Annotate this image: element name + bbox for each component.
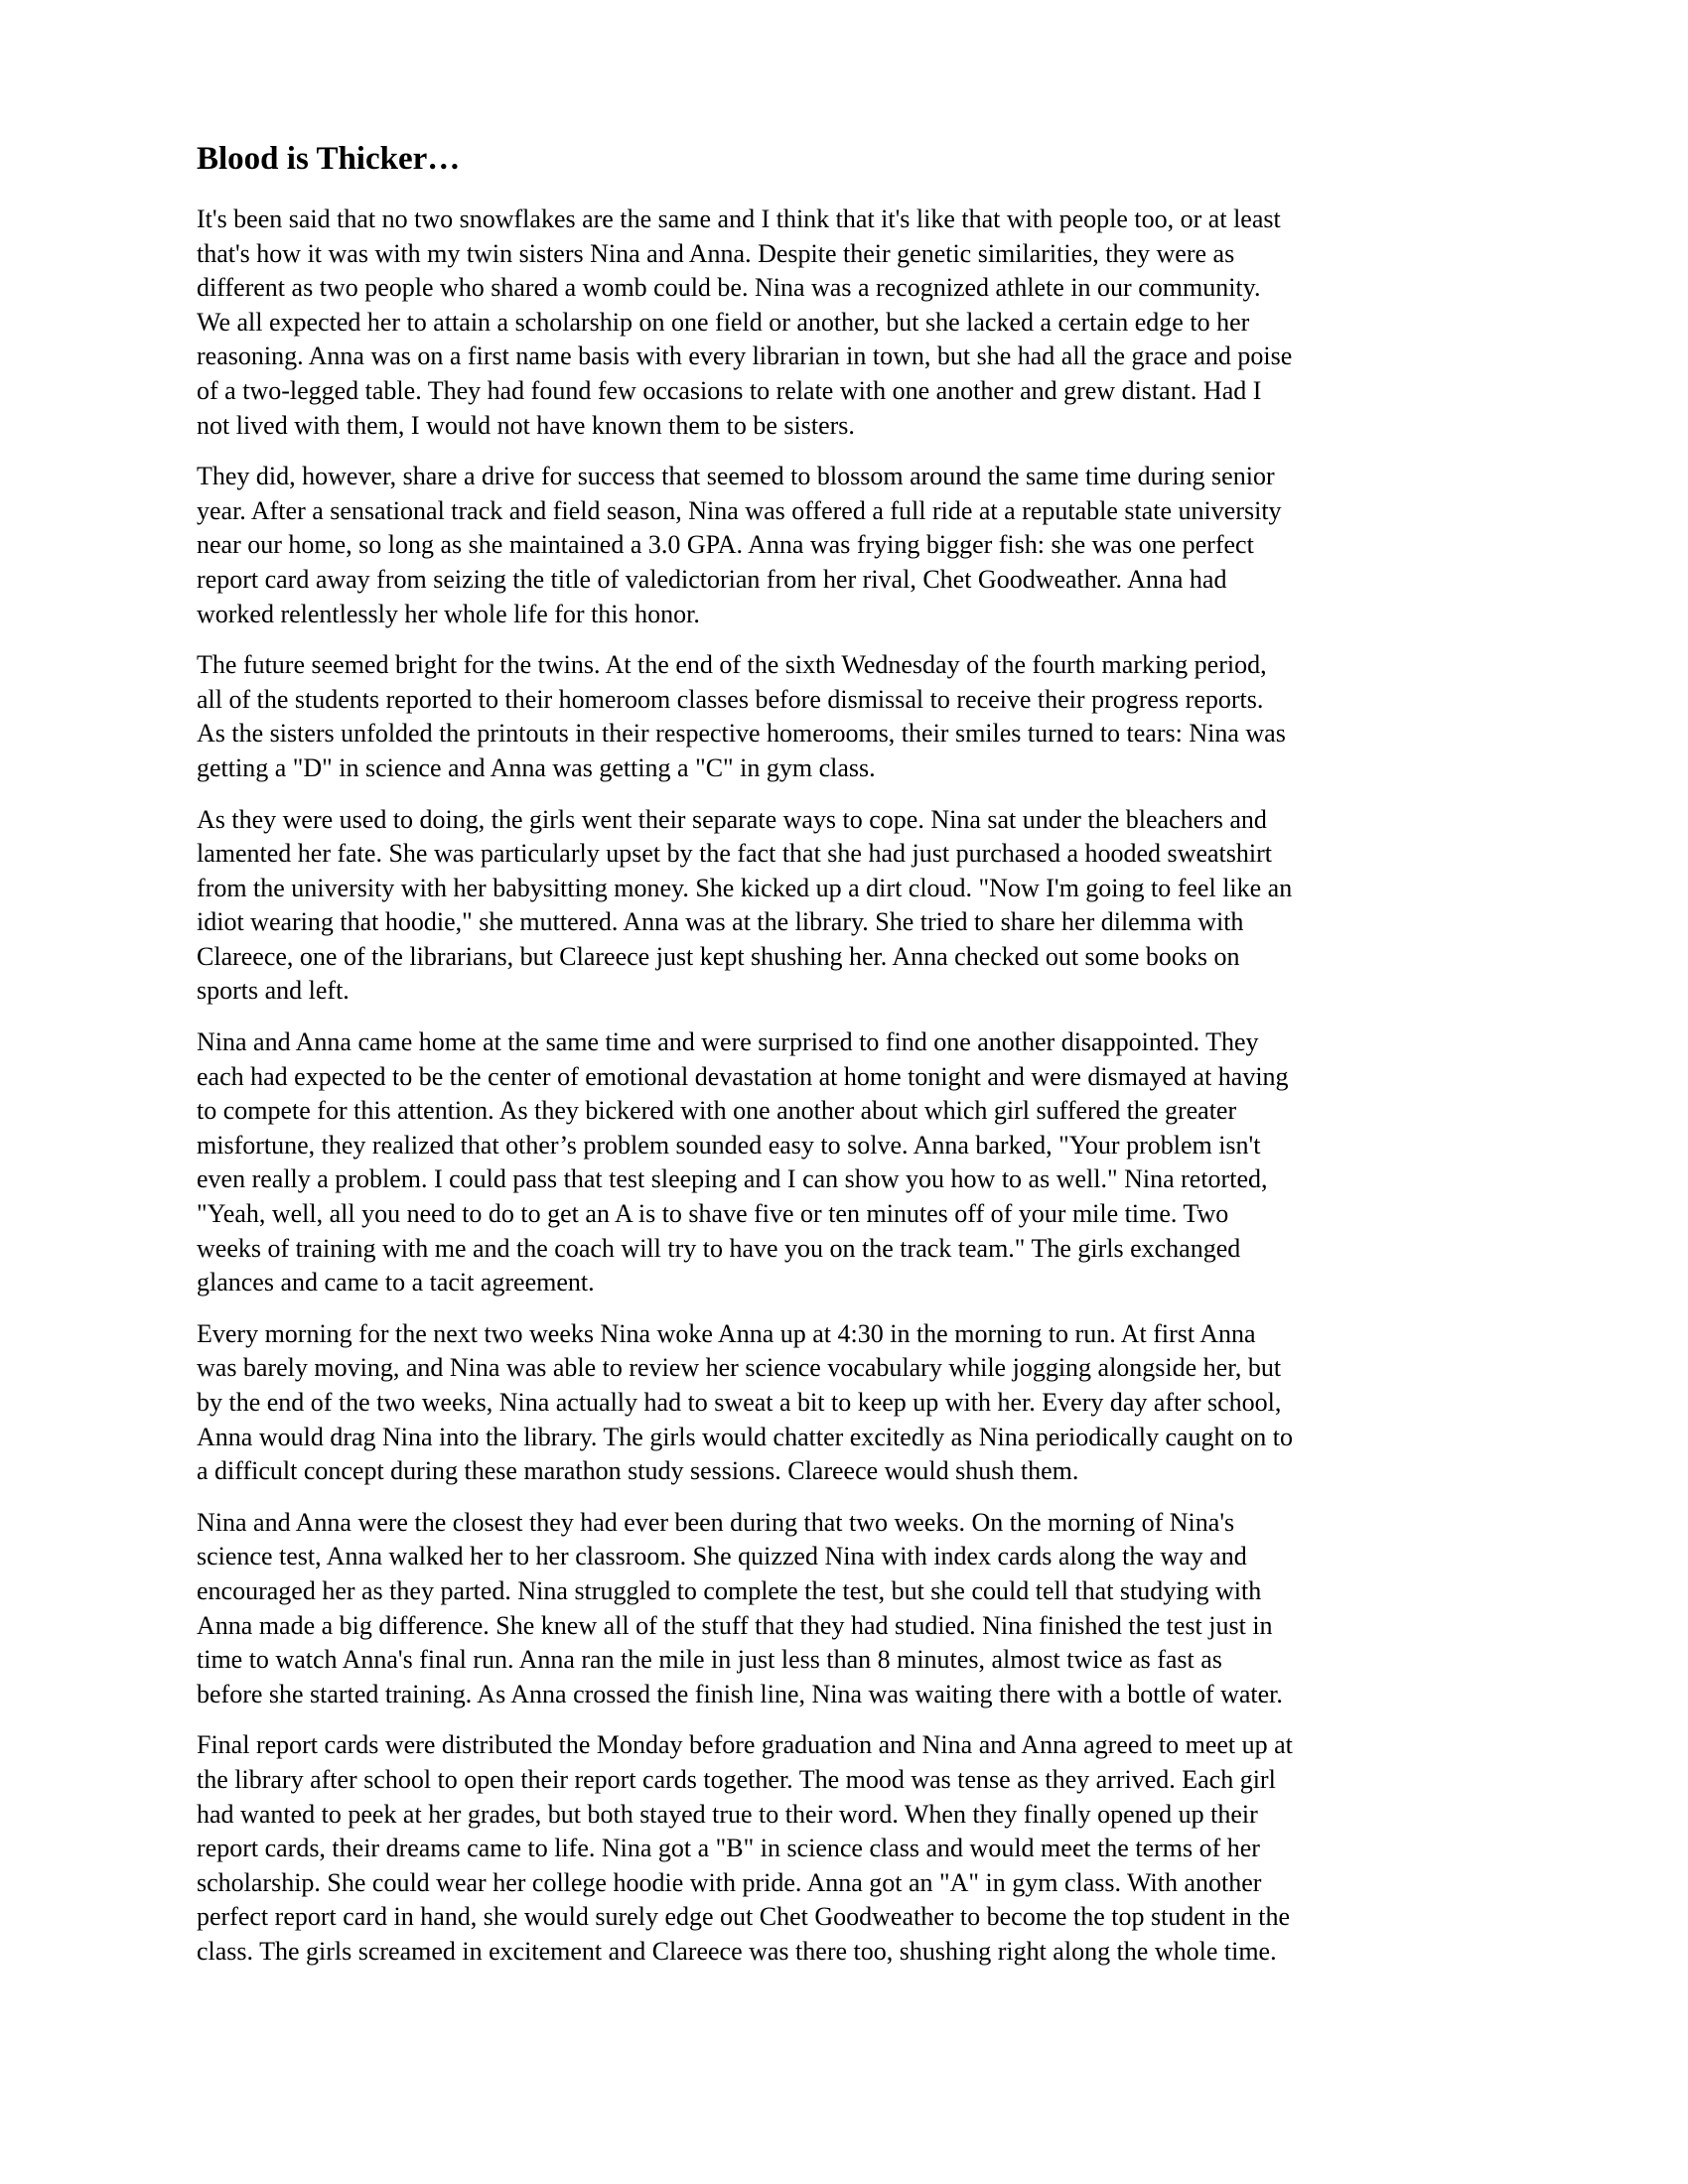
text-line: Clareece, one of the librarians, but Clareece just kept shushing her. Anna checked out some books on (197, 941, 1240, 971)
text-line: Nina and Anna were the closest they had ever been during that two weeks. On the morning of Nina's (197, 1507, 1235, 1537)
text-line: As they were used to doing, the girls went their separate ways to cope. Nina sat under the bleachers and (197, 804, 1267, 834)
text-line: glances and came to a tacit agreement. (197, 1268, 595, 1297)
text-line: reasoning. Anna was on a first name basis with every librarian in town, but she had all the grace and poise (197, 341, 1293, 371)
text-line: report card away from seizing the title of valedictorian from her rival, Chet Goodweather. Anna had (197, 564, 1227, 594)
text-line: from the university with her babysitting money. She kicked up a dirt cloud. "Now I'm going to feel like an (197, 873, 1293, 902)
text-line: encouraged her as they parted. Nina struggled to complete the test, but she could tell that studying with (197, 1575, 1262, 1605)
text-line: worked relentlessly her whole life for this honor. (197, 599, 700, 628)
text-line: We all expected her to attain a scholarship on one field or another, but she lacked a certain edge to her (197, 307, 1250, 337)
text-line: As the sisters unfolded the printouts in their respective homerooms, their smiles turned to tears: Nina was (197, 719, 1286, 749)
text-line: The future seemed bright for the twins. At the end of the sixth Wednesday of the fourth marking period, (197, 650, 1267, 680)
text-line: They did, however, share a drive for success that seemed to blossom around the same time during senior (197, 462, 1275, 491)
paragraph (197, 648, 1507, 785)
text-line: "Yeah, well, all you need to do to get an A is to shave five or ten minutes off of your mile time. Two (197, 1199, 1229, 1229)
text-line: all of the students reported to their homeroom classes before dismissal to receive their progress reports. (197, 684, 1264, 714)
text-line: sports and left. (197, 976, 350, 1006)
text-line: to compete for this attention. As they bickered with one another about which girl suffered the greater (197, 1096, 1237, 1126)
paragraph (197, 1025, 1507, 1300)
text-line: getting a "D" in science and Anna was getting a "C" in gym class. (197, 752, 876, 782)
text-line: the library after school to open their report cards together. The mood was tense as they arrived. Each girl (197, 1764, 1276, 1794)
paragraph (197, 1506, 1507, 1712)
text-line: even really a problem. I could pass that test sleeping and I can show you how to as well." Nina retorted, (197, 1164, 1268, 1194)
text-line: a difficult concept during these marathon study sessions. Clareece would shush them. (197, 1456, 1079, 1486)
text-line: report cards, their dreams came to life. Nina got a "B" in science class and would meet the terms of her (197, 1834, 1260, 1863)
text-line: Every morning for the next two weeks Nina woke Anna up at 4:30 in the morning to run. At first Anna (197, 1318, 1256, 1348)
text-line: Final report cards were distributed the Monday before graduation and Nina and Anna agreed to meet up at (197, 1730, 1293, 1760)
paragraph (197, 803, 1507, 1010)
text-line: of a two-legged table. They had found few occasions to relate with one another and grew distant. Had I (197, 375, 1262, 405)
text-line: perfect report card in hand, she would surely edge out Chet Goodweather to become the top student in the (197, 1902, 1291, 1932)
paragraph (197, 1317, 1507, 1489)
text-line: not lived with them, I would not have known them to be sisters. (197, 410, 855, 440)
text-line: before she started training. As Anna crossed the finish line, Nina was waiting there with a bottle of water. (197, 1679, 1283, 1708)
text-line: year. After a sensational track and field season, Nina was offered a full ride at a reputable state university (197, 495, 1282, 525)
paragraph (197, 460, 1507, 631)
text-line: It's been said that no two snowflakes are the same and I think that it's like that with people too, or at least (197, 205, 1281, 233)
text-line: was barely moving, and Nina was able to review her science vocabulary while jogging alongside her, but (197, 1353, 1282, 1383)
text-line: science test, Anna walked her to her classroom. She quizzed Nina with index cards along the way and (197, 1542, 1247, 1571)
text-line: scholarship. She could wear her college hoodie with pride. Anna got an "A" in gym class. With another (197, 1867, 1262, 1897)
paragraph-list (197, 203, 1507, 1970)
text-line: near our home, so long as she maintained a 3.0 GPA. Anna was frying bigger fish: she was one perfect (197, 530, 1254, 560)
text-line: Nina and Anna came home at the same time and were surprised to find one another disappointed. They (197, 1027, 1259, 1057)
text-line: each had expected to be the center of emotional devastation at home tonight and were dismayed at having (197, 1061, 1289, 1091)
text-line: time to watch Anna's final run. Anna ran the mile in just less than 8 minutes, almost twice as fast as (197, 1645, 1222, 1675)
text-line: had wanted to peek at her grades, but both stayed true to their word. When they finally opened up their (197, 1799, 1258, 1829)
text-line: that's how it was with my twin sisters Nina and Anna. Despite their genetic similarities, they were as (197, 238, 1235, 268)
text-line: Anna would drag Nina into the library. The girls would chatter excitedly as Nina periodically caught on to (197, 1422, 1293, 1451)
text-line: idiot wearing that hoodie," she muttered. Anna was at the library. She tried to share her dilemma with (197, 907, 1244, 937)
text-line: lamented her fate. She was particularly upset by the fact that she had just purchased a hooded sweatshirt (197, 839, 1272, 869)
text-line: weeks of training with me and the coach will try to have you on the track team." The girls exchanged (197, 1233, 1241, 1263)
document-body (197, 135, 1507, 1986)
text-line: misfortune, they realized that other’s problem sounded easy to solve. Anna barked, "Your problem isn't (197, 1130, 1261, 1160)
text-line: different as two people who shared a womb could be. Nina was a recognized athlete in our community. (197, 273, 1261, 303)
text-line: by the end of the two weeks, Nina actually had to sweat a bit to keep up with her. Every day after school, (197, 1388, 1282, 1417)
text-line: class. The girls screamed in excitement and Clareece was there too, shushing right along the whole time. (197, 1936, 1277, 1966)
paragraph (197, 1728, 1507, 1969)
paragraph (197, 203, 1507, 443)
text-line: Anna made a big difference. She knew all of the stuff that they had studied. Nina finished the test just in (197, 1610, 1273, 1640)
document-title: Blood is Thicker… (197, 141, 461, 177)
